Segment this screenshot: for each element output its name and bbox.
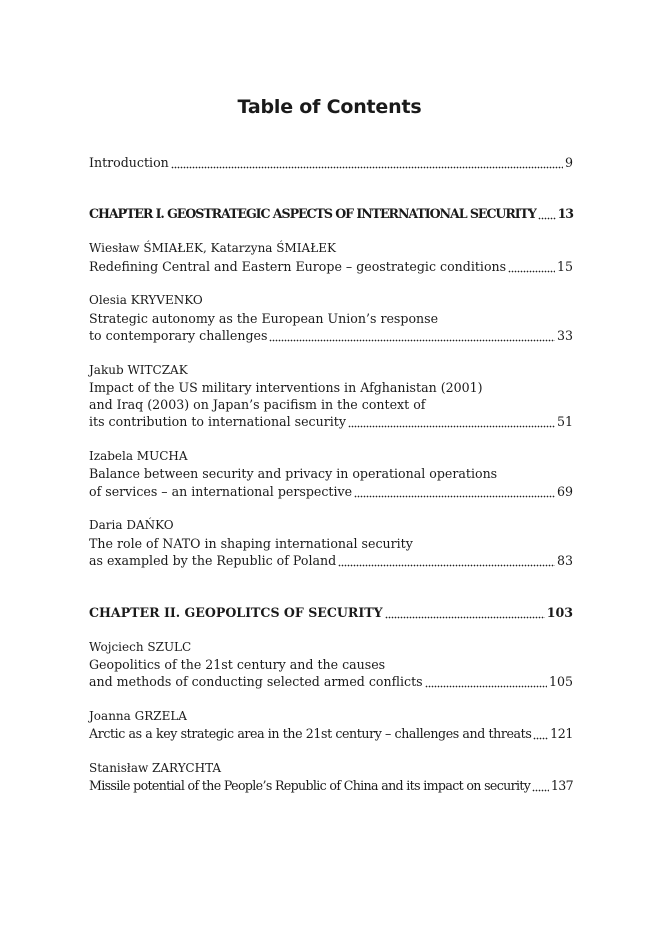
dot-leader [354,483,555,500]
entry-title: to contemporary challenges [89,328,268,343]
page-number: 137 [550,778,573,793]
entry-title: of services – an international perspective [89,484,353,499]
toc-entry[interactable] [89,258,573,275]
page-number: 13 [557,206,573,221]
page-number: 9 [564,155,573,170]
toc-entry[interactable] [89,483,573,500]
toc-chapter-1[interactable] [89,205,573,222]
page-number: 15 [556,259,573,274]
toc-entry[interactable] [89,413,573,430]
dot-leader [338,552,555,569]
page-number: 105 [548,674,573,689]
entry-title: Arctic as a key strategic area in the 21st century – challenges and threats [89,726,532,741]
entry-title-line: The role of NATO in shaping international security [89,536,413,551]
toc-entry[interactable] [89,725,573,742]
entry-author: Joanna GRZELA [89,709,187,723]
entry-title: Missile potential of the People’s Republic of China and its impact on security [89,778,531,793]
toc-entry[interactable] [89,777,573,794]
entry-author: Jakub WITCZAK [89,363,188,377]
page-number: 83 [556,553,573,568]
page-number: 33 [556,328,573,343]
entry-title: Redefining Central and Eastern Europe – geostrategic conditions [89,259,507,274]
entry-author: Stanisław ZARYCHTA [89,761,222,775]
toc-entry-introduction[interactable] [89,154,573,171]
dot-leader [533,725,548,742]
dot-leader [425,673,547,690]
page-number: 121 [550,726,573,741]
entry-title-line: Balance between security and privacy in operational operations [89,466,498,481]
entry-title-line: Impact of the US military interventions in Afghanistan (2001) [89,380,483,395]
dot-leader [508,258,555,275]
dot-leader [269,327,555,344]
page-number: 69 [556,484,573,499]
entry-author: Izabela MUCHA [89,449,188,463]
chapter-title: CHAPTER I. GEOSTRATEGIC ASPECTS OF INTERNATIONAL SECURITY [89,206,536,221]
entry-title-line: Strategic autonomy as the European Union’s response [89,311,439,326]
entry-author: Wiesław ŚMIAŁEK, Katarzyna ŚMIAŁEK [89,241,336,255]
dot-leader [532,777,549,794]
dot-leader [385,604,545,621]
page-number: 103 [546,605,573,620]
toc-entry[interactable] [89,673,573,690]
dot-leader [348,413,555,430]
page-title: Table of Contents [237,96,422,118]
chapter-title: CHAPTER II. GEOPOLITCS OF SECURITY [89,605,383,620]
entry-title-line: Geopolitics of the 21st century and the causes [89,657,386,672]
entry-author: Daria DAŃKO [89,518,174,532]
entry-author: Olesia KRYVENKO [89,293,203,307]
entry-title: its contribution to international security [89,414,346,429]
entry-title: Introduction [89,155,169,170]
entry-title: and methods of conducting selected armed conflicts [89,674,423,689]
toc-entry[interactable] [89,327,573,344]
page-number: 51 [556,414,573,429]
toc-entry[interactable] [89,552,573,569]
dot-leader [171,154,563,171]
entry-title-line: and Iraq (2003) on Japan’s pacifism in the context of [89,397,426,412]
dot-leader [538,205,556,222]
toc-chapter-2[interactable] [89,604,573,621]
entry-title: as exampled by the Republic of Poland [89,553,337,568]
entry-author: Wojciech SZULC [89,640,192,654]
